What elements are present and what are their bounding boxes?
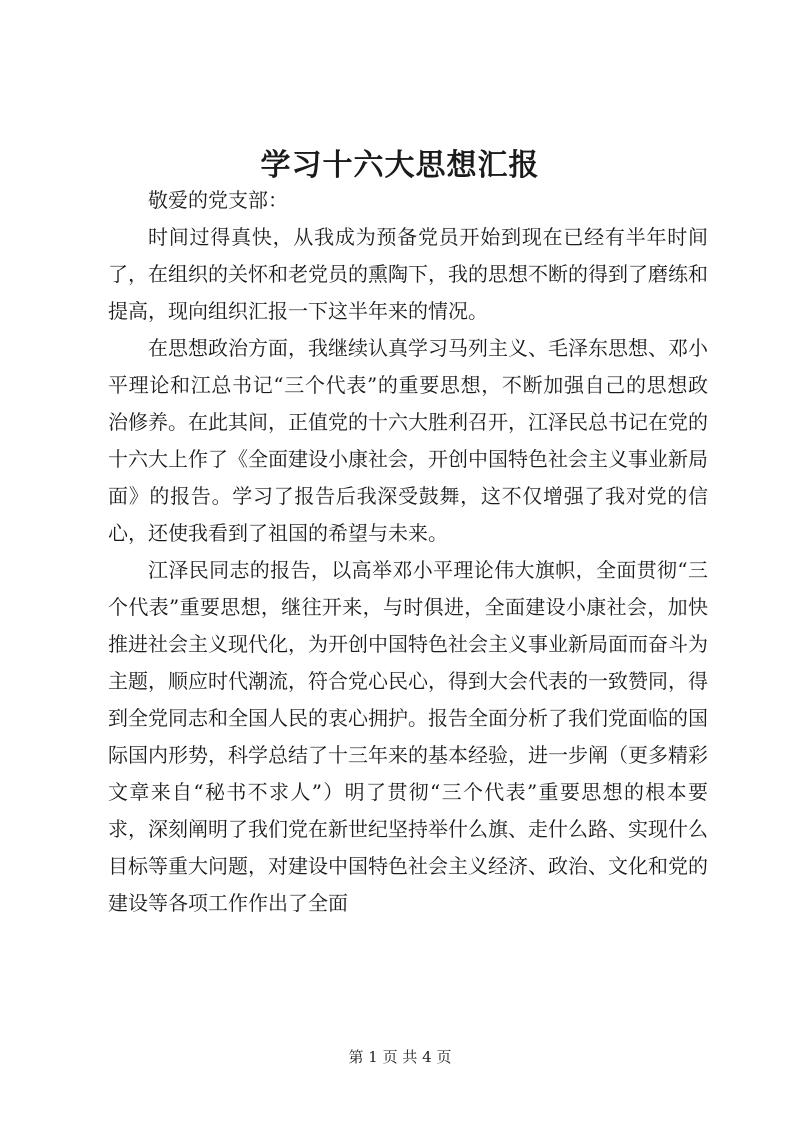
paragraph-2: 在思想政治方面，我继续认真学习马列主义、毛泽东思想、邓小平理论和江总书记“三个代表”的重要思想，不断加强自己的思想政治修养。在此其间，正值党的十六大胜利召开，江泽民总书记在党的十六大上作了《全面建设小康社会，开创中国特色社会主义事业新局面》的报告。学习了报告后我深受鼓舞，这不仅增强了我对党的信心，还使我看到了祖国的希望与未来。 — [108, 336, 708, 545]
page-footer: 第 1 页 共 4 页 — [348, 1048, 452, 1066]
paragraph-1: 时间过得真快，从我成为预备党员开始到现在已经有半年时间了，在组织的关怀和老党员的熏陶下，我的思想不断的得到了磨练和提高，现向组织汇报一下这半年来的情况。 — [108, 225, 708, 323]
salutation: 敬爱的党支部： — [148, 188, 288, 212]
document-body — [108, 182, 708, 922]
paragraph-3: 江泽民同志的报告，以高举邓小平理论伟大旗帜，全面贯彻“三个代表”重要思想，继往开来，与时俱进，全面建设小康社会，加快推进社会主义现代化，为开创中国特色社会主义事业新局面而奋斗为主题，顺应时代潮流，符合党心民心，得到大会代表的一致赞同，得到全党同志和全国人民的衷心拥护。报告全面分析了我们党面临的国际国内形势，科学总结了十三年来的基本经验，进一步阐（更多精彩文章来自“秘书不求人”）明了贯彻“三个代表”重要思想的根本要求，深刻阐明了我们党在新世纪坚持举什么旗、走什么路、实现什么目标等重大问题，对建设中国特色社会主义经济、政治、文化和党的建设等各项工作作出了全面 — [108, 558, 708, 915]
page-title: 学习十六大思想汇报 — [260, 148, 540, 183]
